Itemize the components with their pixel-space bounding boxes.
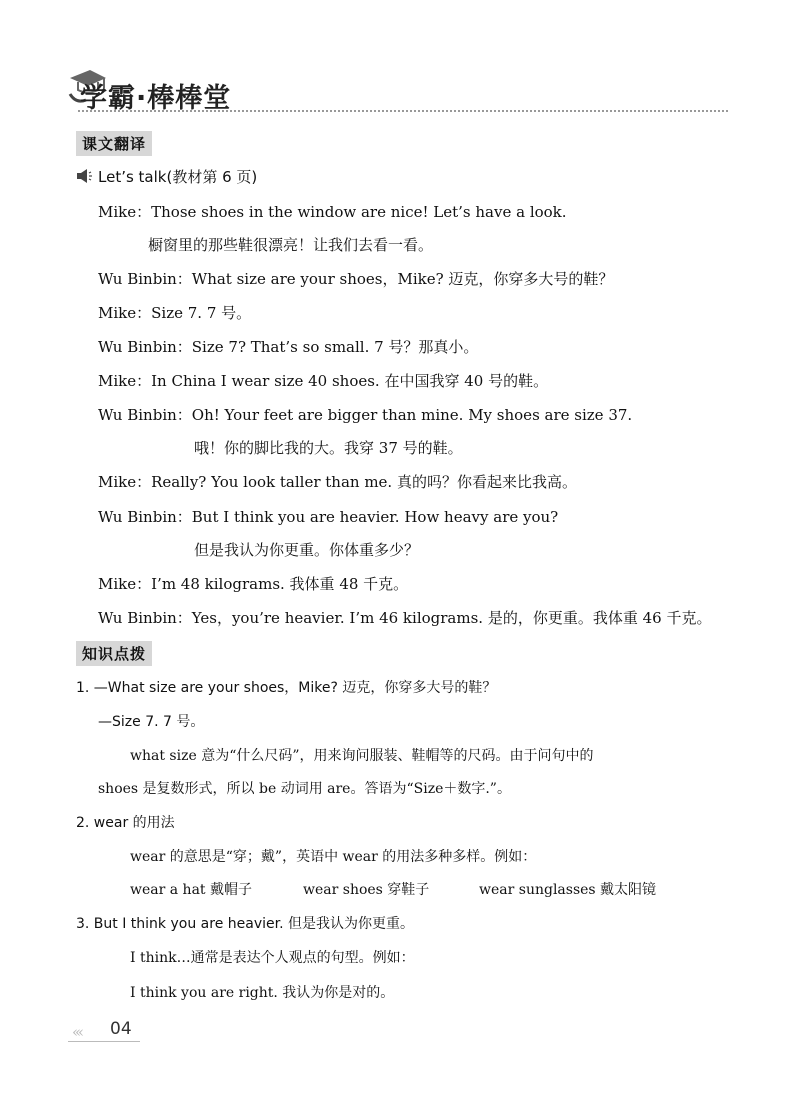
dialogue-line: Wu Binbin：What size are your shoes，Mike? 迈克，你穿多大号的鞋？ [98,270,614,288]
section-title-knowledge: 知识点拨 [76,641,152,666]
page-number: 04 [110,1019,132,1039]
dialogue-translation: 橱窗里的那些鞋很漂亮！让我们去看一看。 [148,236,434,254]
footer-underline [68,1041,140,1042]
dialogue-line: Wu Binbin：Size 7? That’s so small. 7 号？那真小。 [98,338,479,356]
example-item: I think you are right. 我认为你是对的。 [130,985,395,1001]
point-1-explanation: shoes 是复数形式，所以 be 动词用 are。答语为“Size＋数字.”。 [98,781,511,797]
dialogue-line: Wu Binbin：Yes，you’re heavier. I’m 46 kilograms. 是的，你更重。我体重 46 千克。 [98,609,712,627]
dialogue-line: Mike：Really? You look taller than me. 真的吗？你看起来比我高。 [98,473,577,491]
point-2-heading: 2. wear 的用法 [76,815,175,831]
point-1-heading: 1. —What size are your shoes，Mike? 迈克，你穿多大号的鞋？ [76,680,497,696]
dialogue-line: Mike：I’m 48 kilograms. 我体重 48 千克。 [98,575,409,593]
example-item: wear shoes 穿鞋子 [303,882,430,898]
dialogue-line: Wu Binbin：Oh! Your feet are bigger than mine. My shoes are size 37. [98,406,633,424]
dialogue-line: Wu Binbin：But I think you are heavier. How heavy are you? [98,508,559,526]
dialogue-line: Mike：Those shoes in the window are nice! Let’s have a look. [98,203,567,221]
speaker-icon [76,169,92,183]
brand-title: 学霸·棒棒堂 [80,83,232,114]
section-title-translation: 课文翻译 [76,131,152,156]
point-3-heading: 3. But I think you are heavier. 但是我认为你更重。 [76,916,414,932]
example-item: wear sunglasses 戴太阳镜 [479,882,657,898]
header-divider [78,110,728,112]
dialogue-translation: 但是我认为你更重。你体重多少？ [194,541,420,559]
example-item: wear a hat 戴帽子 [130,882,252,898]
point-3-explanation: I think…通常是表达个人观点的句型。例如： [130,950,415,966]
dialogue-line: Mike：In China I wear size 40 shoes. 在中国我穿 40 号的鞋。 [98,372,549,390]
dialogue-translation: 哦！你的脚比我的大。我穿 37 号的鞋。 [194,439,463,457]
dialogue-line: Mike：Size 7. 7 号。 [98,304,252,322]
subheading-lets-talk: Let’s talk(教材第 6 页) [98,168,258,186]
page-chevrons: ‹‹‹ [72,1023,81,1041]
point-1-answer: —Size 7. 7 号。 [98,714,205,730]
point-2-explanation: wear 的意思是“穿；戴”，英语中 wear 的用法多种多样。例如： [130,849,537,865]
point-1-explanation: what size 意为“什么尺码”，用来询问服装、鞋帽等的尺码。由于问句中的 [130,748,594,764]
